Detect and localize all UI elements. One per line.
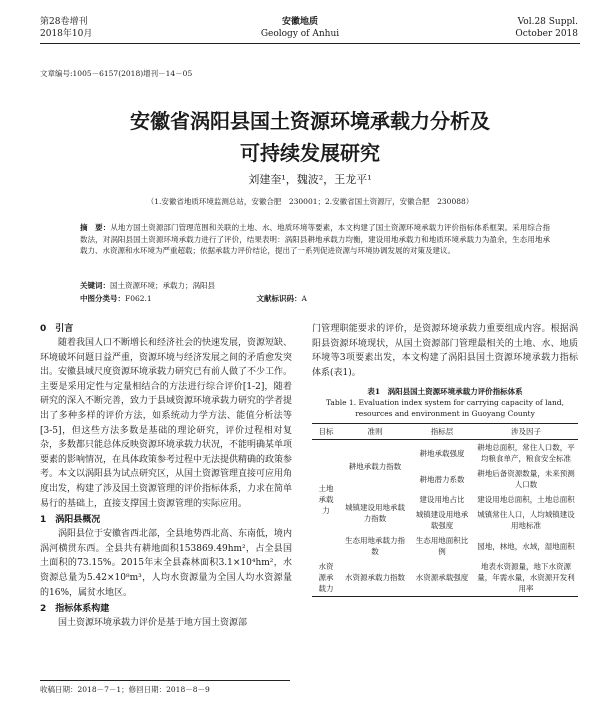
table-cell-indicator: 城镇建设用地承载强度 bbox=[415, 510, 469, 531]
table-cell-indicator: 生态用地面积比例 bbox=[415, 536, 469, 557]
section-2-paragraph: 国土资源环境承载力评价是基于地方国土资源部 bbox=[58, 618, 248, 629]
article-id: 文章编号:1005－6157(2018)增刊－14－05 bbox=[40, 69, 193, 78]
table-header-criterion: 准则 bbox=[340, 424, 410, 440]
section-2-heading: 2 指标体系构建 bbox=[40, 604, 110, 615]
table-row bbox=[312, 533, 578, 559]
journal-name: 安徽地质 Geology of Anhui bbox=[260, 17, 340, 39]
keywords-label: 关键词： bbox=[80, 281, 110, 290]
table-caption-en: Table 1. Evaluation index system for carrying capacity of land, resources and environment in Guoyang County bbox=[326, 398, 564, 419]
journal-volume: 第28卷增刊 2018年10月 bbox=[40, 17, 93, 39]
abstract-label: 摘 要： bbox=[80, 223, 111, 232]
abstract-text: 从地方国土资源部门管理范围和关联的土地、水、地质环境等要素，本文构建了国土资源环境承载力评价指标体系框架。采用综合指数法，对涡阳县国土资源环境承载力进行了评价，结果表明：涡阳县耕地承载力均衡，建设用地承载力和地质环境承载力为盈余，生态用地承载力、水资源和水环境为严重超载；依据承载力评价结论，提出了一系列促进资源与环境协调发展的对策及建议。 bbox=[80, 223, 550, 256]
table-cell-criterion: 水资源承载力指数 bbox=[340, 559, 410, 597]
classification-code: F062.1 bbox=[125, 294, 152, 303]
affiliations: （1.安徽省地质环境监测总站，安徽合肥 230001；2.安徽省国土资源厅，安徽合肥 230088） bbox=[146, 197, 474, 206]
section-0-heading: 0 引言 bbox=[40, 324, 74, 334]
left-column bbox=[40, 322, 292, 631]
table-cell-criterion: 城镇建设用地承载力指数 bbox=[345, 502, 405, 523]
section-0-paragraph: 随着我国人口不断增长和经济社会的快速发展，资源短缺、环境破坏问题日益严重，资源环境与经济发展之间的矛盾愈发突出。安徽县域尺度资源环境承载力研究已有前人做了不少工作。主要是采用定性与定量相结合的方法进行综合评价[1-2]，随着研究的深入不断完善，致力于县域资源环境承载力研究的学者提出了多种多样的评价方法，如系统动力学方法、能值分析法等[3-5]，但这些方法多数是基础的理论研究，评价过程相对复杂，多数都只能总体反映资源环境承载力状况，不能明确某单项要素的影响情况，在具体政策参考过程中无法提供精确的政策参考。本文以涡阳县为试点研究区，从国土资源管理直接可应用角度出发，构建了涉及国土资源管理的评价指标体系，力求在简单易行的基础上，直接支撑国土资源管理的实际应用。 bbox=[40, 338, 293, 509]
right-column-paragraph: 门管理职能要求的评价，是资源环境承载力重要组成内容。根据涡阳县资源环境现状，从国土资源部门管理最相关的土地、水、地质环境等3项要素出发，本文构建了涡阳县国土资源环境承载力指标体系(表1)。 bbox=[312, 324, 578, 378]
table-row bbox=[312, 492, 578, 507]
table-header-goal: 目标 bbox=[312, 424, 340, 440]
table-row bbox=[312, 559, 578, 597]
table-cell-factor: 园地，林地，水域，湿地面积 bbox=[477, 541, 575, 551]
table-cell-factor: 地表水资源量，地下水资源量，年需水量，水资源开发利用率 bbox=[474, 559, 578, 597]
header-rule bbox=[40, 43, 580, 44]
section-1-paragraph: 涡阳县位于安徽省西北部，全县地势西北高、东南低，境内涡河横贯东西。全县共有耕地面积153869.49hm²，占全县国土面积的73.15%。2015年末全县森林面积3.1×10⁴hm²，水资源总量为5.42×10⁸m³，人均水资源量为全国人均水资源量的16%，属贫水地区。 bbox=[40, 529, 293, 598]
keywords-text: 国土资源环境；承载力；涡阳县 bbox=[110, 281, 215, 290]
table-cell-goal: 水资源承载力 bbox=[312, 559, 340, 597]
keywords bbox=[80, 280, 550, 292]
table-cell-factor: 城镇常住人口，人均城镇建设用地标准 bbox=[477, 510, 575, 531]
doc-code-label: 文献标识码： bbox=[256, 294, 302, 303]
table-cell-criterion: 生态用地承载力指数 bbox=[345, 536, 405, 557]
table-cell-indicator: 耕地承载强度 bbox=[419, 448, 465, 458]
journal-issue: Vol.28 Suppl. October 2018 bbox=[515, 17, 578, 39]
table-cell-indicator: 耕地潜力系数 bbox=[419, 474, 465, 484]
table-row bbox=[312, 440, 578, 467]
paper-title-line1: 安徽省涡阳县国土资源环境承载力分析及 bbox=[130, 109, 490, 133]
table-header-indicator: 指标层 bbox=[410, 424, 474, 440]
footnote-rule bbox=[40, 680, 290, 681]
table-cell-goal: 土地承载力 bbox=[318, 484, 334, 516]
paper-title-line2: 可持续发展研究 bbox=[240, 141, 380, 165]
table-cell-factor: 耕地后备资源数量，未来预测人口数 bbox=[477, 469, 575, 490]
table-cell-indicator: 水资源承载强度 bbox=[410, 559, 474, 597]
table-cell-criterion: 耕地承载力指数 bbox=[348, 461, 402, 471]
doc-code-value: A bbox=[301, 294, 307, 303]
table-cell-factor: 耕地总面积，常住人口数，平均粮食单产，粮食安全标准 bbox=[477, 443, 575, 464]
abstract bbox=[80, 222, 550, 257]
authors: 刘建奎¹，魏波²，王龙平¹ bbox=[248, 173, 372, 186]
section-1-heading: 1 涡阳县概况 bbox=[40, 515, 101, 526]
table-cell-indicator: 建设用地占比 bbox=[419, 495, 465, 505]
table-caption-cn: 表1 涡阳县国土资源环境承载力评价指标体系 bbox=[367, 387, 523, 397]
classification-line bbox=[80, 293, 550, 305]
table-header-factor: 涉及因子 bbox=[474, 424, 578, 440]
received-date: 收稿日期：2018－7－1；修回日期：2018－8－9 bbox=[40, 685, 210, 694]
right-column bbox=[312, 322, 578, 597]
table-cell-factor: 建设用地总面积，土地总面积 bbox=[477, 495, 575, 505]
table-header-row bbox=[312, 424, 578, 440]
indicator-table bbox=[312, 423, 578, 597]
classification-label: 中图分类号： bbox=[80, 294, 125, 303]
